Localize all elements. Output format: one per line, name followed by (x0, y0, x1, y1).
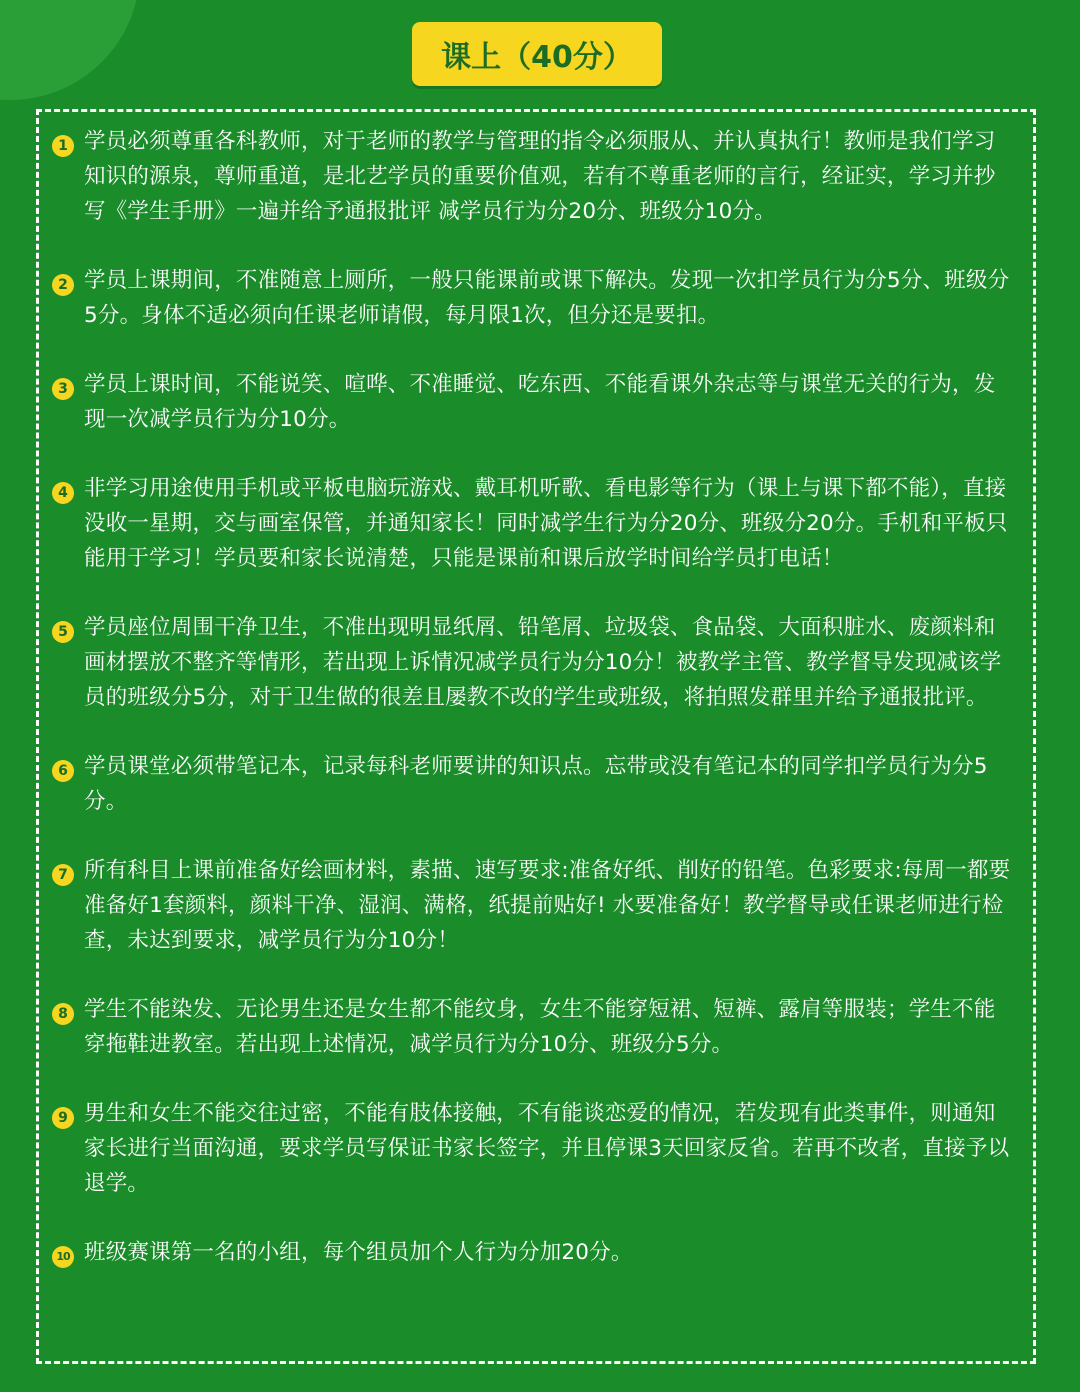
rule-text: 所有科目上课前准备好绘画材料，素描、速写要求:准备好纸、削好的铅笔。色彩要求:每周一都要准备好1套颜料，颜料干净、湿润、满格，纸提前贴好! 水要准备好！教学督导或任课老师进行检查，未达到要求，减学员行为分10分！ (84, 858, 1011, 953)
rule-text: 班级赛课第一名的小组，每个组员加个人行为分加20分。 (84, 1240, 633, 1265)
rule-item-4 (52, 471, 1017, 576)
rules-list (52, 124, 1017, 1270)
rule-number-badge: 3 (52, 378, 74, 400)
rule-number-badge: 1 (52, 135, 74, 157)
rule-item-10 (52, 1235, 1017, 1270)
rule-item-2 (52, 263, 1017, 333)
rule-item-8 (52, 992, 1017, 1062)
section-title-badge (412, 22, 662, 86)
rule-number-badge: 10 (52, 1246, 74, 1268)
rule-number-badge: 6 (52, 760, 74, 782)
rule-number-badge: 2 (52, 274, 74, 296)
rule-text: 学员必须尊重各科教师，对于老师的教学与管理的指令必须服从、并认真执行！教师是我们学习知识的源泉，尊师重道，是北艺学员的重要价值观，若有不尊重老师的言行，经证实，学习并抄写《学生手册》一遍并给予通报批评 减学员行为分20分、班级分10分。 (84, 129, 996, 224)
rule-item-6 (52, 749, 1017, 819)
rule-item-3 (52, 367, 1017, 437)
rule-number-badge: 4 (52, 482, 74, 504)
rule-text: 非学习用途使用手机或平板电脑玩游戏、戴耳机听歌、看电影等行为（课上与课下都不能），直接没收一星期，交与画室保管，并通知家长！同时减学生行为分20分、班级分20分。手机和平板只能用于学习！学员要和家长说清楚，只能是课前和课后放学时间给学员打电话！ (84, 476, 1008, 571)
rule-item-1 (52, 124, 1017, 229)
rule-text: 学员上课期间，不准随意上厕所，一般只能课前或课下解决。发现一次扣学员行为分5分、班级分5分。身体不适必须向任课老师请假，每月限1次，但分还是要扣。 (84, 268, 1010, 328)
section-title: 课上（40分） (441, 40, 633, 75)
rule-text: 学员座位周围干净卫生，不准出现明显纸屑、铅笔屑、垃圾袋、食品袋、大面积脏水、废颜料和画材摆放不整齐等情形，若出现上诉情况减学员行为分10分！被教学主管、教学督导发现减该学员的班级分5分，对于卫生做的很差且屡教不改的学生或班级，将拍照发群里并给予通报批评。 (84, 615, 1002, 710)
rule-item-9 (52, 1096, 1017, 1201)
rule-number-badge: 9 (52, 1107, 74, 1129)
corner-decoration (0, 0, 140, 100)
rule-number-badge: 5 (52, 621, 74, 643)
rule-number-badge: 8 (52, 1003, 74, 1025)
rule-text: 学员上课时间，不能说笑、喧哗、不准睡觉、吃东西、不能看课外杂志等与课堂无关的行为，发现一次减学员行为分10分。 (84, 372, 996, 432)
rule-number-badge: 7 (52, 864, 74, 886)
rule-item-7 (52, 853, 1017, 958)
rule-text: 男生和女生不能交往过密，不能有肢体接触，不有能谈恋爱的情况，若发现有此类事件，则通知家长进行当面沟通，要求学员写保证书家长签字，并且停课3天回家反省。若再不改者，直接予以退学。 (84, 1101, 1010, 1196)
rule-text: 学生不能染发、无论男生还是女生都不能纹身，女生不能穿短裙、短裤、露肩等服装；学生不能穿拖鞋进教室。若出现上述情况，减学员行为分10分、班级分5分。 (84, 997, 996, 1057)
rule-text: 学员课堂必须带笔记本，记录每科老师要讲的知识点。忘带或没有笔记本的同学扣学员行为分5分。 (84, 754, 988, 814)
rule-item-5 (52, 610, 1017, 715)
